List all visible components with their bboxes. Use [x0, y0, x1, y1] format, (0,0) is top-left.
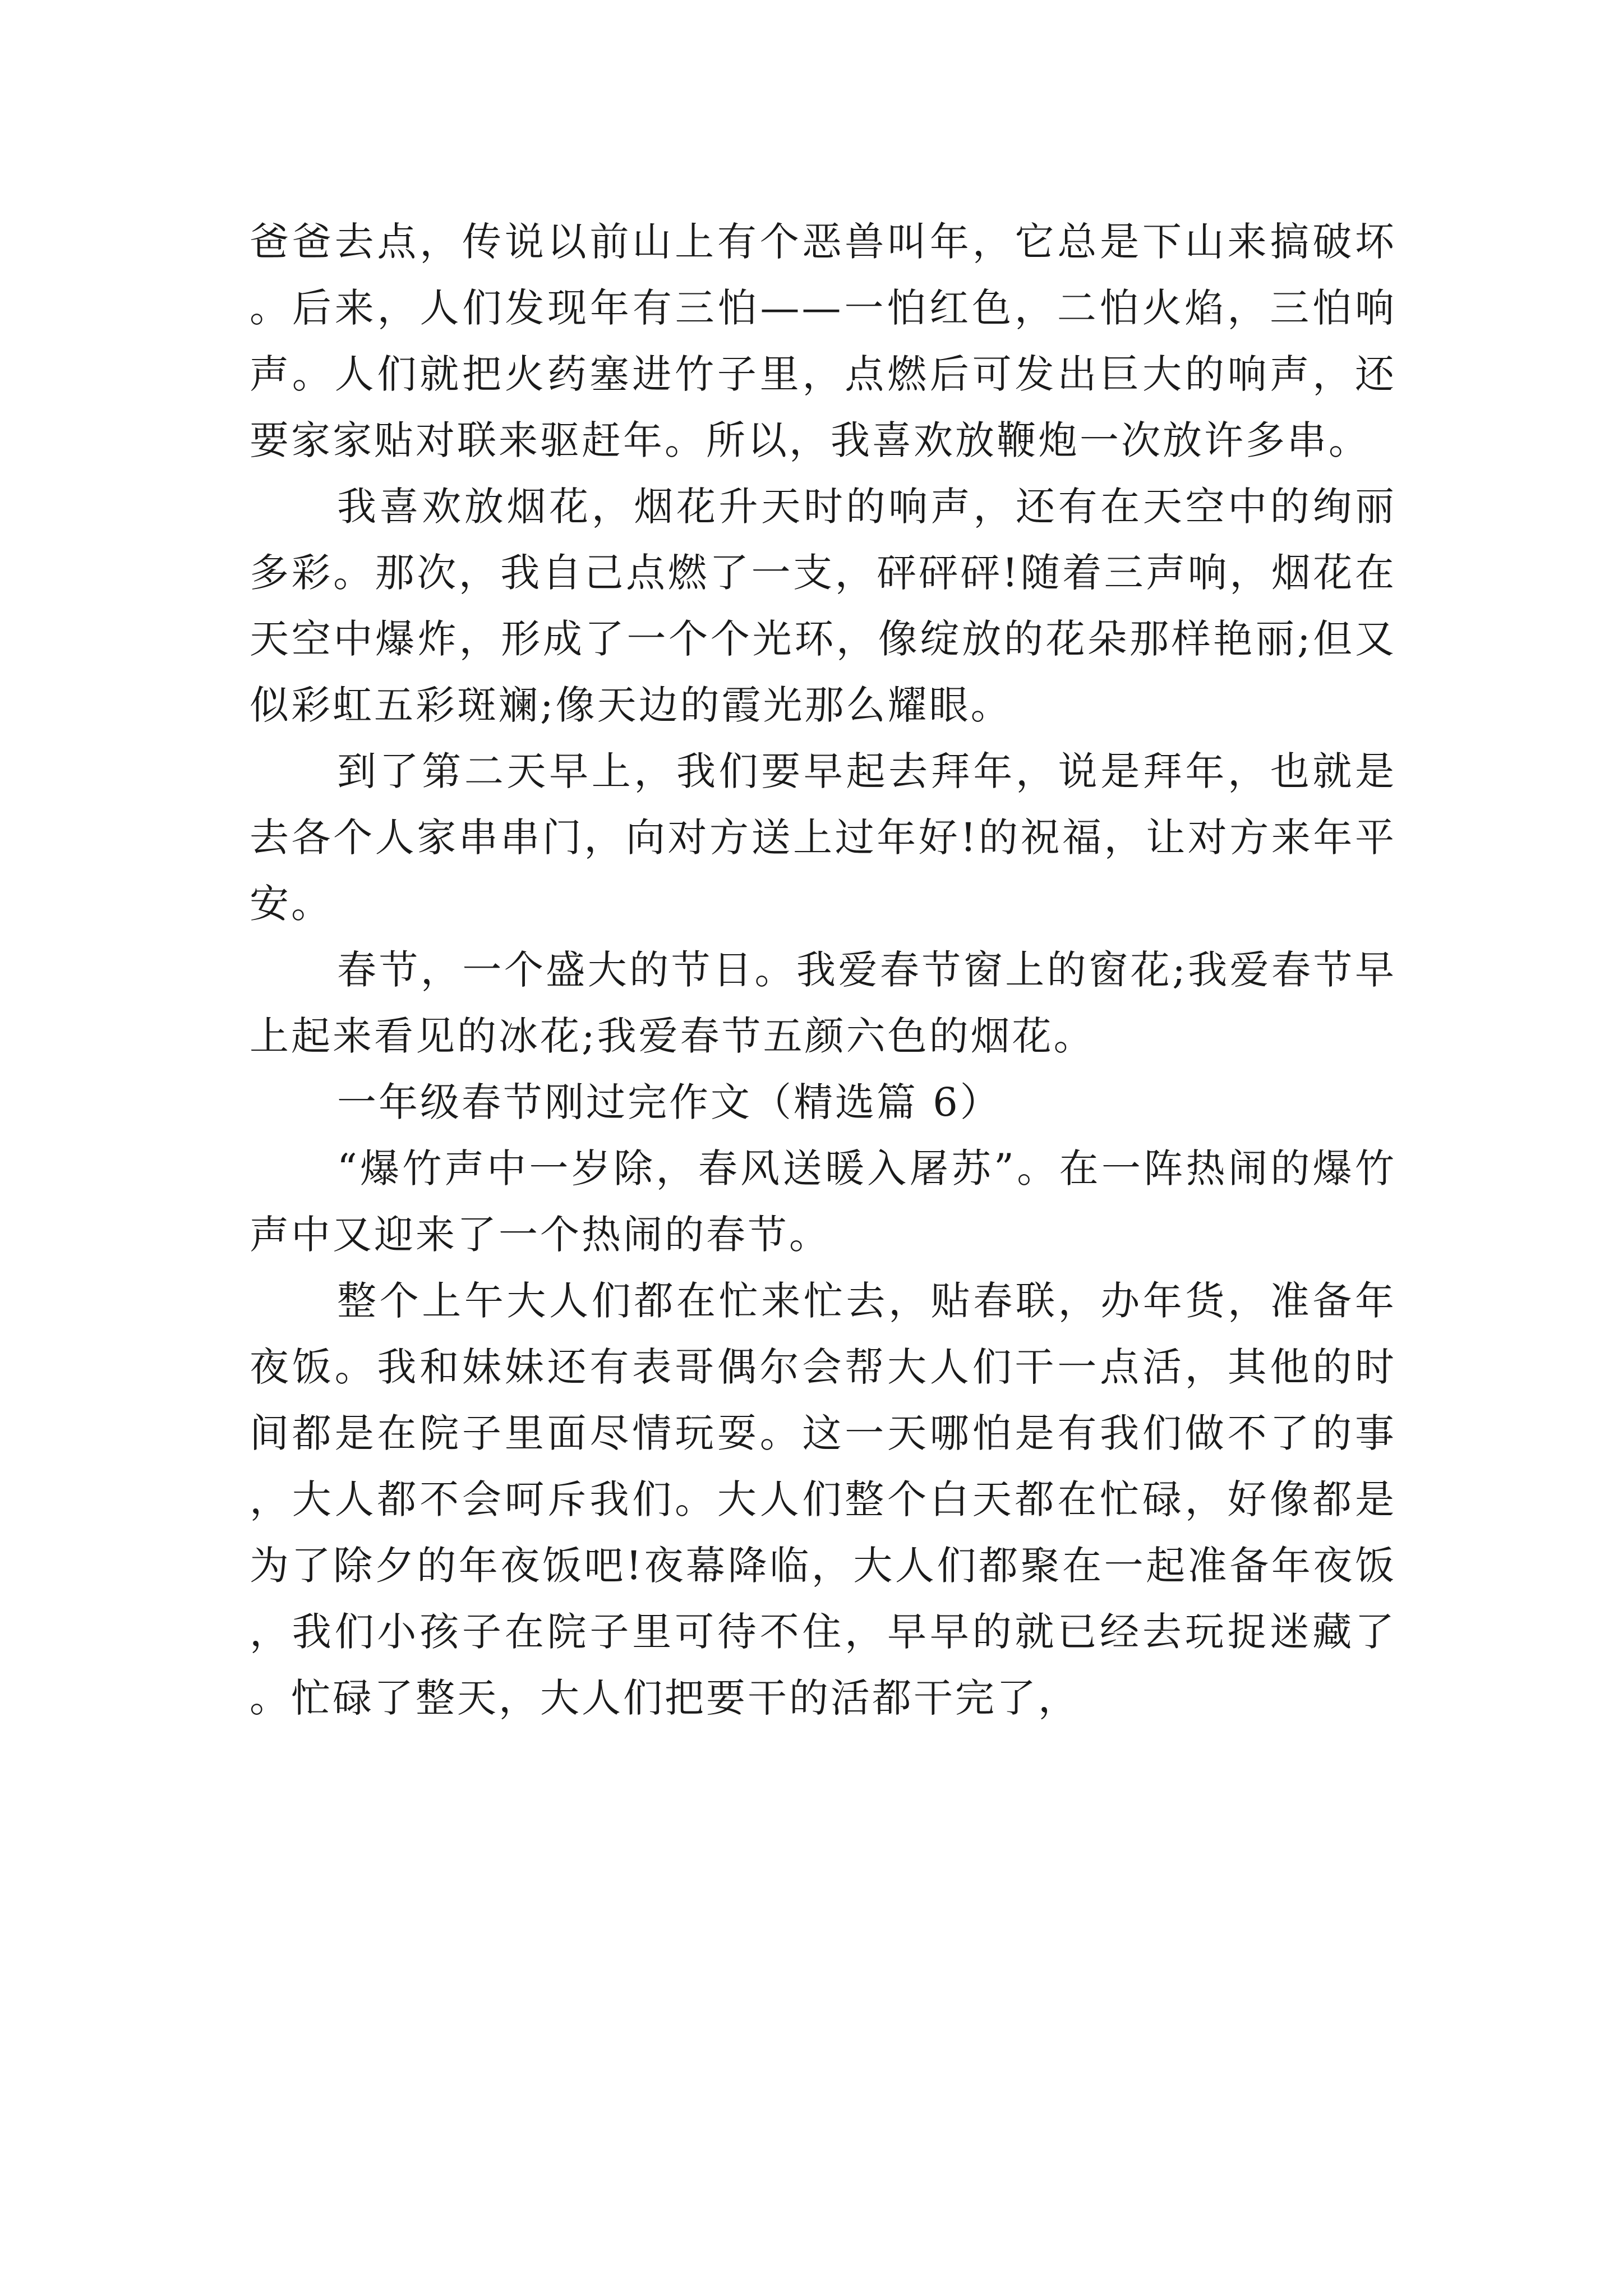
section-heading: 一年级春节刚过完作文（精选篇 6） [337, 1079, 1002, 1125]
paragraph-3: 到了第二天早上，我们要早起去拜年，说是拜年，也就是去各个人家串串门，向对方送上过年好!的祝福，让对方来年平安。 [250, 748, 1396, 927]
paragraph-4: 春节，一个盛大的节日。我爱春节窗上的窗花;我爱春节早上起来看见的冰花;我爱春节五颜六色的烟花。 [250, 947, 1396, 1059]
paragraph-5: “爆竹声中一岁除，春风送暖入屠苏”。在一阵热闹的爆竹声中又迎来了一个热闹的春节。 [250, 1145, 1396, 1258]
paragraph-6: 整个上午大人们都在忙来忙去，贴春联，办年货，准备年夜饭。我和妹妹还有表哥偶尔会帮大人们干一点活，其他的时间都是在院子里面尽情玩耍。这一天哪怕是有我们做不了的事，大人都不会呵斥我们。大人们整个白天都在忙碌，好像都是为了除夕的年夜饭吧!夜幕降临，大人们都聚在一起准备年夜饭，我们小孩子在院子里可待不住，早早的就已经去玩捉迷藏了。忙碌了整天，大人们把要干的活都干完了， [250, 1278, 1396, 1721]
document-body [250, 209, 1396, 1731]
paragraph-1: 爸爸去点，传说以前山上有个恶兽叫年，它总是下山来搞破坏。后来，人们发现年有三怕——一怕红色，二怕火焰，三怕响声。人们就把火药塞进竹子里，点燃后可发出巨大的响声，还要家家贴对联来驱赶年。所以，我喜欢放鞭炮一次放许多串。 [250, 219, 1396, 463]
paragraph-2: 我喜欢放烟花，烟花升天时的响声，还有在天空中的绚丽多彩。那次，我自己点燃了一支，砰砰砰!随着三声响，烟花在天空中爆炸，形成了一个个光环，像绽放的花朵那样艳丽;但又似彩虹五彩斑斓;像天边的霞光那么耀眼。 [250, 484, 1396, 728]
